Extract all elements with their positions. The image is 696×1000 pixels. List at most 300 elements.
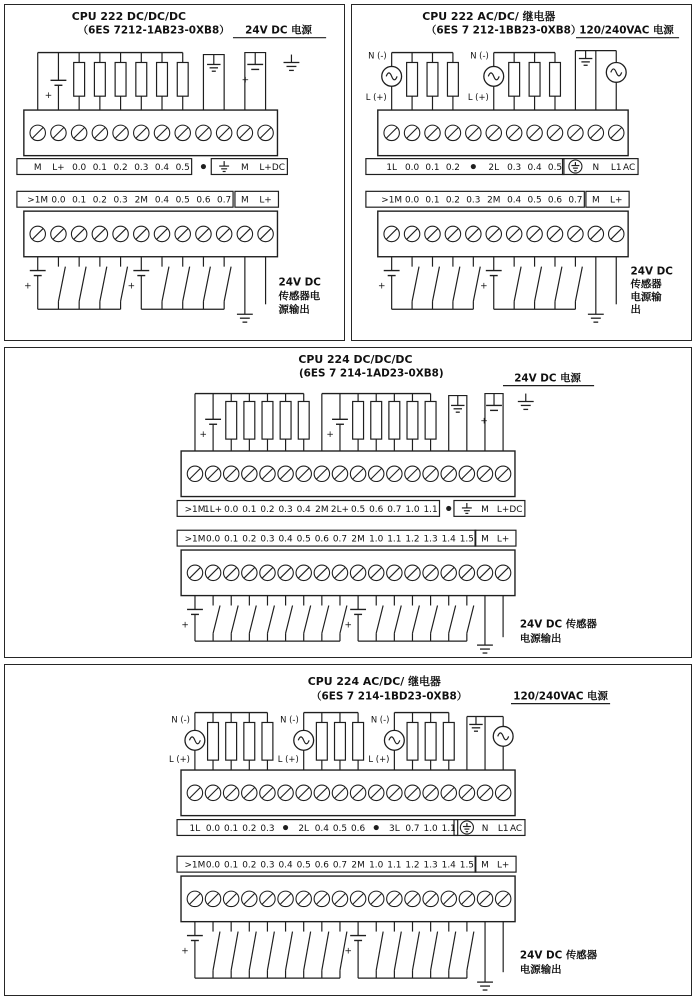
load-resistor bbox=[226, 713, 237, 770]
load-rect bbox=[136, 62, 147, 96]
screw-terminal bbox=[71, 226, 86, 241]
screw-terminal bbox=[477, 785, 492, 800]
terminal-label: 0.0 bbox=[205, 860, 221, 871]
screw-terminal bbox=[466, 226, 481, 241]
screw-terminal bbox=[92, 226, 107, 241]
screw-slot bbox=[468, 229, 479, 240]
terminal-label: L1 bbox=[497, 823, 509, 834]
screw-terminal bbox=[495, 466, 510, 481]
terminal-label: 1.3 bbox=[423, 534, 438, 545]
screw-slot bbox=[407, 894, 418, 905]
screw-slot bbox=[317, 469, 327, 479]
screw-terminal bbox=[423, 891, 438, 906]
terminal-label: L+ bbox=[52, 163, 65, 174]
plus-mark: + bbox=[326, 430, 334, 441]
switch-blade bbox=[249, 605, 256, 633]
load-resistor bbox=[244, 394, 255, 451]
screw-terminal bbox=[196, 226, 211, 241]
load-rect bbox=[244, 722, 255, 760]
plus-mark: + bbox=[127, 281, 136, 292]
switch-blade bbox=[376, 932, 383, 971]
sensor-output-label: 24V DC 传感器 bbox=[519, 949, 598, 962]
ground-symbol bbox=[207, 55, 220, 72]
screw-terminal bbox=[296, 565, 311, 580]
screw-slot bbox=[280, 469, 290, 479]
screw-terminal bbox=[216, 226, 231, 241]
terminal-label: M bbox=[481, 860, 489, 871]
screw-terminal bbox=[332, 466, 347, 481]
earth-icon bbox=[219, 161, 229, 171]
load-rect bbox=[177, 62, 188, 96]
screw-slot bbox=[480, 788, 491, 799]
screw-terminal bbox=[175, 226, 190, 241]
plus-mark: + bbox=[181, 946, 189, 957]
terminal-label: >1M bbox=[27, 195, 49, 206]
screw-slot bbox=[298, 469, 308, 479]
screw-terminal bbox=[495, 785, 510, 800]
load-rect bbox=[316, 722, 327, 760]
screw-slot bbox=[219, 128, 230, 139]
terminal-label: 0.1 bbox=[425, 163, 440, 174]
switch-contact bbox=[431, 596, 438, 642]
terminal-label: L+ bbox=[496, 504, 510, 515]
screw-terminal bbox=[423, 466, 438, 481]
screw-slot bbox=[317, 894, 328, 905]
screw-terminal bbox=[296, 891, 311, 906]
screw-terminal bbox=[51, 125, 66, 140]
plus-mark: + bbox=[241, 75, 250, 86]
screw-terminal bbox=[387, 466, 402, 481]
screw-terminal bbox=[30, 125, 45, 140]
screw-terminal bbox=[296, 785, 311, 800]
terminal-label: 1.2 bbox=[405, 534, 420, 545]
load-rect bbox=[427, 62, 438, 96]
screw-terminal bbox=[384, 226, 399, 241]
screw-slot bbox=[425, 894, 436, 905]
screw-slot bbox=[335, 894, 346, 905]
screw-slot bbox=[74, 128, 85, 139]
switch-contact bbox=[394, 922, 401, 978]
terminal-label: 1.0 bbox=[405, 504, 420, 515]
dot-separator bbox=[374, 825, 379, 830]
switch-blade bbox=[514, 267, 521, 302]
ac-source-symbol bbox=[384, 730, 404, 750]
screw-slot bbox=[509, 128, 520, 139]
screw-slot bbox=[498, 894, 509, 905]
terminal-label: L+ bbox=[259, 163, 272, 174]
load-rect bbox=[280, 401, 291, 439]
terminal-label: 1.4 bbox=[441, 860, 456, 871]
screw-terminal bbox=[368, 466, 383, 481]
ac-source-symbol bbox=[294, 730, 314, 750]
terminal-label: M bbox=[241, 195, 249, 206]
switch-contact bbox=[449, 596, 456, 642]
screw-slot bbox=[371, 469, 381, 479]
terminal-label: 2L+ bbox=[330, 504, 350, 515]
screw-slot bbox=[389, 788, 400, 799]
screw-slot bbox=[389, 469, 399, 479]
terminal-label: 0.3 bbox=[260, 823, 275, 834]
battery-symbol bbox=[128, 257, 150, 310]
panel-cpu224-dcdcdc bbox=[4, 347, 692, 658]
screw-terminal bbox=[260, 565, 275, 580]
plus-mark: + bbox=[344, 946, 352, 957]
terminal-label: 0.0 bbox=[72, 163, 87, 174]
switch-contact bbox=[286, 922, 293, 978]
screw-terminal bbox=[175, 125, 190, 140]
ground-symbol bbox=[588, 314, 604, 322]
terminal-label: 0.5 bbox=[527, 195, 542, 206]
terminal-label: 0.2 bbox=[445, 163, 460, 174]
screw-slot bbox=[407, 229, 418, 240]
screw-terminal bbox=[113, 226, 128, 241]
terminal-label: 0.2 bbox=[242, 823, 257, 834]
screw-terminal bbox=[30, 226, 45, 241]
terminal-label: 1.5 bbox=[459, 860, 474, 871]
load-resistor bbox=[244, 713, 255, 770]
switch-blade bbox=[162, 267, 169, 302]
terminal-label: N bbox=[592, 163, 600, 174]
load-rect bbox=[529, 62, 540, 96]
screw-slot bbox=[353, 469, 363, 479]
terminal-label: 0.7 bbox=[568, 195, 583, 206]
switch-contact bbox=[58, 257, 65, 310]
ac-source-symbol bbox=[484, 66, 504, 86]
ground-symbol bbox=[579, 51, 592, 66]
power-supply-label: 24V DC 电源 bbox=[245, 24, 312, 37]
screw-terminal bbox=[278, 466, 293, 481]
sine-wave-icon bbox=[611, 69, 622, 76]
screw-slot bbox=[226, 894, 237, 905]
screw-terminal bbox=[332, 891, 347, 906]
terminal-label: 1L bbox=[189, 823, 201, 834]
switch-blade bbox=[304, 605, 311, 633]
load-resistor bbox=[353, 713, 364, 770]
terminal-label: 0.5 bbox=[351, 504, 366, 515]
screw-slot bbox=[444, 788, 455, 799]
switch-contact bbox=[79, 257, 86, 310]
terminal-label: 0.0 bbox=[224, 504, 239, 515]
screw-slot bbox=[386, 229, 397, 240]
terminal-label: 1.1 bbox=[423, 504, 438, 515]
terminal-label: 1.1 bbox=[441, 823, 456, 834]
screw-slot bbox=[262, 568, 272, 578]
schematic-svg bbox=[5, 665, 690, 994]
terminal-label: 0.0 bbox=[206, 534, 221, 545]
terminal-label: M bbox=[481, 534, 489, 545]
terminal-label: M bbox=[33, 163, 42, 174]
screw-slot bbox=[177, 128, 188, 139]
switch-contact bbox=[231, 596, 238, 642]
terminal-label: 0.1 bbox=[92, 163, 107, 174]
ac-source-symbol bbox=[185, 730, 205, 750]
terminal-label: 0.4 bbox=[527, 163, 542, 174]
screw-terminal bbox=[527, 226, 542, 241]
terminal-label: 0.6 bbox=[314, 534, 329, 545]
screw-slot bbox=[115, 128, 126, 139]
screw-terminal bbox=[242, 466, 257, 481]
switch-contact bbox=[449, 922, 456, 978]
screw-terminal bbox=[466, 125, 481, 140]
screw-slot bbox=[190, 469, 200, 479]
screw-slot bbox=[298, 894, 309, 905]
screw-slot bbox=[244, 568, 254, 578]
sensor-output-label: 电源输出 bbox=[519, 964, 562, 977]
screw-slot bbox=[208, 788, 219, 799]
switch-contact bbox=[453, 257, 460, 310]
screw-terminal bbox=[441, 785, 456, 800]
load-resistor bbox=[425, 713, 436, 770]
screw-terminal bbox=[459, 565, 474, 580]
load-rect bbox=[74, 62, 85, 96]
line-n-label: N (-) bbox=[171, 714, 190, 725]
screw-terminal bbox=[350, 891, 365, 906]
earth-circled-icon bbox=[460, 821, 473, 834]
screw-terminal bbox=[506, 125, 521, 140]
line-n-label: N (-) bbox=[368, 50, 387, 61]
sensor-output-label: 传感器电 bbox=[278, 290, 321, 303]
load-rect bbox=[443, 722, 454, 760]
screw-terminal bbox=[387, 785, 402, 800]
load-rect bbox=[550, 62, 561, 96]
screw-terminal bbox=[258, 125, 273, 140]
ac-source-symbol bbox=[382, 66, 402, 86]
terminal-label: 0.2 bbox=[113, 163, 128, 174]
terminal-label: N bbox=[481, 823, 489, 834]
switch-contact bbox=[514, 257, 521, 310]
sine-wave-icon bbox=[498, 733, 509, 740]
screw-terminal bbox=[369, 891, 384, 906]
terminal-label: 0.1 bbox=[72, 195, 87, 206]
screw-terminal bbox=[187, 891, 202, 906]
sine-wave-icon bbox=[189, 737, 200, 744]
switch-contact bbox=[535, 257, 542, 310]
screw-slot bbox=[611, 128, 622, 139]
terminal-label: 2M bbox=[351, 860, 365, 871]
switch-blade bbox=[431, 932, 438, 971]
terminal-label: 0.6 bbox=[196, 195, 211, 206]
screw-slot bbox=[462, 894, 473, 905]
plus-mark: + bbox=[181, 620, 189, 631]
screw-slot bbox=[208, 469, 218, 479]
terminal-block bbox=[24, 211, 278, 257]
screw-terminal bbox=[296, 466, 311, 481]
line-l-label: L (+) bbox=[277, 754, 299, 765]
terminal-label: L1 bbox=[610, 163, 622, 174]
sensor-output-label: 出 bbox=[630, 304, 641, 317]
screw-terminal bbox=[205, 565, 220, 580]
terminal-label: 0.5 bbox=[547, 163, 563, 174]
screw-slot bbox=[529, 128, 540, 139]
screw-slot bbox=[529, 229, 540, 240]
switch-blade bbox=[213, 605, 220, 633]
switch-contact bbox=[432, 257, 439, 310]
terminal-label: 1.1 bbox=[387, 860, 402, 871]
screw-terminal bbox=[384, 125, 399, 140]
load-resistor bbox=[262, 713, 273, 770]
screw-slot bbox=[280, 568, 290, 578]
screw-slot bbox=[371, 894, 382, 905]
battery-symbol bbox=[480, 257, 502, 310]
panel-title: CPU 222 DC/DC/DC bbox=[71, 9, 186, 23]
switch-blade bbox=[286, 932, 293, 971]
sensor-output-label: 源输出 bbox=[278, 304, 310, 317]
screw-terminal bbox=[486, 125, 501, 140]
screw-slot bbox=[298, 788, 309, 799]
screw-terminal bbox=[260, 891, 275, 906]
terminal-label: 0.4 bbox=[507, 195, 522, 206]
screw-terminal bbox=[495, 565, 510, 580]
power-suffix-label: AC bbox=[623, 163, 636, 174]
screw-terminal bbox=[278, 785, 293, 800]
screw-terminal bbox=[441, 466, 456, 481]
switch-contact bbox=[286, 596, 293, 642]
screw-terminal bbox=[441, 891, 456, 906]
switch-contact bbox=[213, 596, 220, 642]
screw-slot bbox=[462, 469, 472, 479]
load-resistor bbox=[136, 53, 147, 110]
screw-slot bbox=[407, 568, 417, 578]
load-resistor bbox=[226, 394, 237, 451]
switch-contact bbox=[121, 257, 128, 310]
screw-slot bbox=[208, 568, 218, 578]
screw-terminal bbox=[387, 891, 402, 906]
ground-symbol bbox=[469, 717, 482, 732]
screw-terminal bbox=[477, 466, 492, 481]
terminal-label: 0.2 bbox=[445, 195, 460, 206]
battery-symbol bbox=[24, 257, 46, 310]
screw-terminal bbox=[332, 785, 347, 800]
screw-slot bbox=[244, 469, 254, 479]
screw-terminal bbox=[134, 125, 149, 140]
screw-terminal bbox=[404, 226, 419, 241]
terminal-label: 0.5 bbox=[175, 163, 190, 174]
terminal-label: >1M bbox=[184, 860, 206, 871]
screw-slot bbox=[480, 568, 490, 578]
screw-terminal bbox=[260, 466, 275, 481]
switch-blade bbox=[412, 267, 419, 302]
screw-slot bbox=[226, 788, 237, 799]
screw-slot bbox=[244, 788, 255, 799]
screw-terminal bbox=[405, 891, 420, 906]
switch-contact bbox=[267, 596, 274, 642]
terminal-label: 0.0 bbox=[404, 163, 420, 174]
screw-slot bbox=[157, 229, 168, 240]
screw-slot bbox=[226, 568, 236, 578]
terminal-label: 0.5 bbox=[332, 823, 348, 834]
load-resistor bbox=[407, 394, 418, 451]
load-rect bbox=[389, 401, 400, 439]
screw-slot bbox=[240, 128, 251, 139]
battery-symbol bbox=[199, 394, 221, 451]
load-resistor bbox=[443, 713, 454, 770]
switch-contact bbox=[467, 922, 474, 978]
screw-slot bbox=[208, 894, 219, 905]
terminal-label: 1.4 bbox=[441, 534, 456, 545]
screw-terminal bbox=[187, 565, 202, 580]
screw-slot bbox=[198, 229, 209, 240]
screw-slot bbox=[427, 128, 438, 139]
terminal-label: >1M bbox=[381, 195, 403, 206]
switch-blade bbox=[432, 267, 439, 302]
terminal-label: 0.4 bbox=[296, 504, 311, 515]
screw-terminal bbox=[405, 565, 420, 580]
terminal-label: 0.0 bbox=[404, 195, 420, 206]
switch-blade bbox=[203, 267, 210, 302]
screw-slot bbox=[262, 894, 273, 905]
screw-slot bbox=[570, 229, 581, 240]
screw-slot bbox=[371, 788, 382, 799]
switch-blade bbox=[304, 932, 311, 971]
terminal-label: 1.0 bbox=[423, 823, 438, 834]
load-rect bbox=[407, 401, 418, 439]
terminal-label: 0.1 bbox=[242, 504, 257, 515]
load-rect bbox=[335, 722, 346, 760]
plus-mark: + bbox=[344, 620, 352, 631]
terminal-label: 0.2 bbox=[260, 504, 275, 515]
screw-terminal bbox=[187, 466, 202, 481]
power-suffix-label: DC bbox=[271, 163, 286, 174]
switch-blade bbox=[267, 605, 274, 633]
screw-slot bbox=[260, 229, 271, 240]
switch-contact bbox=[224, 257, 231, 310]
switch-contact bbox=[249, 922, 256, 978]
line-n-label: N (-) bbox=[370, 714, 390, 725]
terminal-label: 3L bbox=[389, 823, 400, 834]
plus-mark: + bbox=[44, 91, 53, 102]
switch-contact bbox=[100, 257, 107, 310]
terminal-label: 0.6 bbox=[351, 823, 366, 834]
screw-terminal bbox=[187, 785, 202, 800]
sine-wave-icon bbox=[386, 73, 397, 80]
screw-slot bbox=[298, 568, 308, 578]
screw-terminal bbox=[350, 785, 365, 800]
screw-slot bbox=[335, 568, 345, 578]
switch-contact bbox=[231, 922, 238, 978]
load-rect bbox=[509, 62, 520, 96]
panel-cpu222-dcdcdc bbox=[4, 4, 345, 341]
screw-slot bbox=[498, 568, 508, 578]
panel-title: CPU 222 AC/DC/ 继电器 bbox=[422, 9, 556, 23]
screw-slot bbox=[550, 128, 561, 139]
terminal-label: 2L bbox=[298, 823, 310, 834]
switch-blade bbox=[453, 267, 460, 302]
screw-terminal bbox=[350, 565, 365, 580]
terminal-label: L+ bbox=[496, 534, 510, 545]
schematic-svg bbox=[5, 5, 343, 339]
terminal-label: 2M bbox=[134, 195, 148, 206]
switch-contact bbox=[304, 922, 311, 978]
screw-slot bbox=[425, 469, 435, 479]
line-n-label: N (-) bbox=[470, 50, 489, 61]
screw-slot bbox=[95, 128, 106, 139]
screw-slot bbox=[190, 788, 201, 799]
terminal-label: 0.1 bbox=[224, 823, 239, 834]
screw-slot bbox=[425, 568, 435, 578]
screw-slot bbox=[550, 229, 561, 240]
terminal-label: 1.2 bbox=[405, 860, 420, 871]
screw-terminal bbox=[196, 125, 211, 140]
sensor-output-label: 电源输 bbox=[630, 291, 662, 304]
switch-contact bbox=[267, 922, 274, 978]
terminal-label: 0.3 bbox=[260, 534, 275, 545]
panel-cpu224-acdc-relay bbox=[4, 664, 692, 996]
screw-slot bbox=[317, 568, 327, 578]
power-suffix-label: DC bbox=[509, 504, 523, 515]
battery-symbol bbox=[45, 53, 67, 110]
switch-blade bbox=[322, 932, 329, 971]
panel-title: CPU 224 DC/DC/DC bbox=[298, 352, 413, 366]
